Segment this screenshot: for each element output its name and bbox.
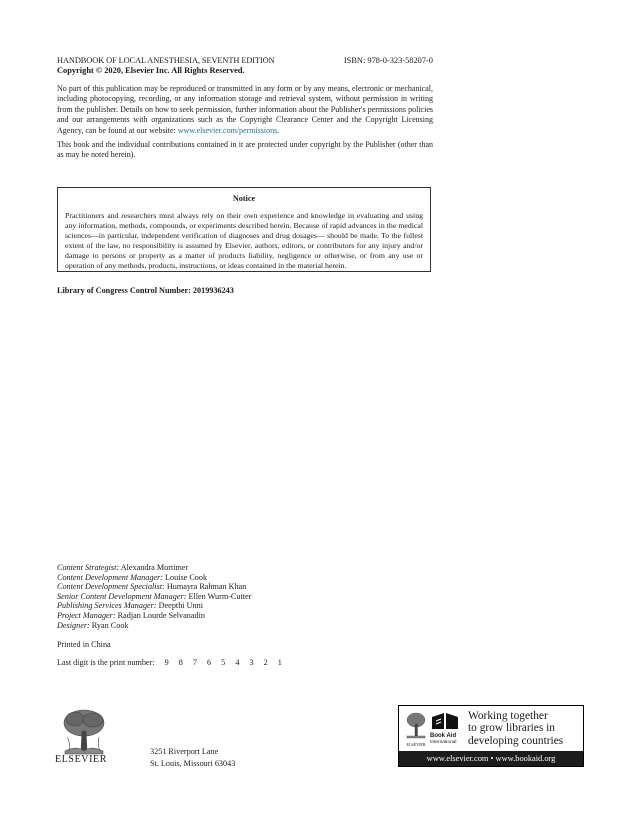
print-digit: 9: [164, 658, 169, 667]
elsevier-small-tree-icon: [405, 710, 427, 750]
tagline-line: developing countries: [468, 734, 564, 747]
address-line: St. Louis, Missouri 63043: [150, 759, 236, 768]
credit-role: Content Development Specialist:: [57, 582, 165, 592]
credit-role: Senior Content Development Manager:: [57, 591, 187, 601]
elsevier-small-text: ELSEVIER: [406, 742, 426, 747]
credit-role: Publishing Services Manager:: [57, 601, 157, 611]
credit-name: Deepthi Unni: [158, 601, 203, 611]
address-line: 3251 Riverport Lane: [150, 747, 219, 756]
book-title: HANDBOOK OF LOCAL ANESTHESIA, SEVENTH EDITION: [57, 56, 275, 65]
credit-role: Designer:: [57, 620, 90, 630]
credit-name: Alexandra Mortimer: [120, 563, 189, 572]
book-aid-name: Book Aid: [430, 733, 457, 739]
credit-name: Louise Cook: [165, 572, 208, 582]
permissions-link[interactable]: www.elsevier.com/permissions: [177, 125, 278, 135]
tagline-line: to grow libraries in: [468, 722, 555, 735]
credit-row: [57, 592, 251, 602]
print-digit: 7: [192, 658, 197, 667]
credit-name: Humayra Rahman Khan: [166, 582, 247, 592]
print-digit: 2: [263, 658, 268, 667]
permissions-paragraph: [57, 84, 433, 136]
credit-name: Ellen Wurm-Cutter: [188, 591, 252, 601]
print-digit: 4: [235, 658, 240, 667]
book-aid-book-icon: [430, 711, 460, 731]
notice-title: Notice: [232, 194, 256, 203]
permissions-end: .: [277, 125, 280, 135]
credit-row: [57, 621, 251, 631]
print-number-label: Last digit is the print number:: [57, 658, 155, 667]
print-number-digits: [157, 658, 282, 667]
credit-row: [57, 611, 251, 621]
elsevier-wordmark: ELSEVIER: [55, 754, 108, 765]
book-aid-urls[interactable]: www.elsevier.com • www.bookaid.org: [399, 751, 583, 766]
print-digit: 8: [178, 658, 183, 667]
credit-row: [57, 573, 251, 583]
permissions-text: No part of this publication may be reproduced or transmitted in any form or by any means, electronic or mechanical, including photocopying, recording, or any information storage and retrieval system, without permission in writing from the publisher. Details on how to seek permission, further information about the Publisher's permissions policies and our arrangements with organizations such as the Copyright Clearance Center and the Copyright Licensing Agency, can be found at our website:: [57, 84, 433, 135]
print-number-line: [57, 658, 282, 667]
book-aid-tagline: [468, 710, 563, 747]
credits-list: [57, 563, 251, 630]
credit-role: Content Development Manager:: [57, 572, 163, 582]
tagline-line: Working together: [468, 710, 548, 722]
print-digit: 3: [249, 658, 254, 667]
credit-name: Radjan Lourde Selvanadin: [117, 610, 205, 620]
credit-role: Project Manager:: [57, 610, 116, 620]
notice-box: [57, 187, 431, 272]
isbn: ISBN: 978-0-323-58207-0: [343, 56, 433, 65]
print-digit: 5: [221, 658, 226, 667]
loc-control-number: Library of Congress Control Number: 2019936243: [57, 286, 234, 295]
notice-body: Practitioners and researchers must always rely on their own experience and knowledge in evaluating and using any information, methods, compounds, or experiments described herein. Because of rapid advances in the medical sciences—in particular, independent verification of diagnoses and drug dosages— should be made. To the fullest extent of the law, no responsibility is assumed by Elsevier, authors, editors, or contributors for any injury and/or damage to persons or property as a matter of products liability, negligence or otherwise, or from any use or operation of any methods, products, instructions, or ideas contained in the material herein.: [65, 211, 423, 270]
protection-paragraph: This book and the individual contributions contained in it are protected under copyright by the Publisher (other than as may be noted herein).: [57, 140, 433, 160]
printed-in: Printed in China: [57, 640, 111, 649]
book-aid-banner: [398, 705, 584, 767]
publisher-address: [150, 746, 235, 770]
book-aid-name-2: International: [430, 740, 457, 745]
credit-row: [57, 582, 251, 592]
copyright-line: Copyright © 2020, Elsevier Inc. All Rights Reserved.: [57, 66, 245, 75]
credit-role: Content Strategist:: [57, 563, 120, 572]
print-digit: 1: [277, 658, 282, 667]
credit-name: Ryan Cook: [91, 620, 129, 630]
print-digit: 6: [207, 658, 212, 667]
credit-row: [57, 563, 251, 573]
credit-row: [57, 601, 251, 611]
